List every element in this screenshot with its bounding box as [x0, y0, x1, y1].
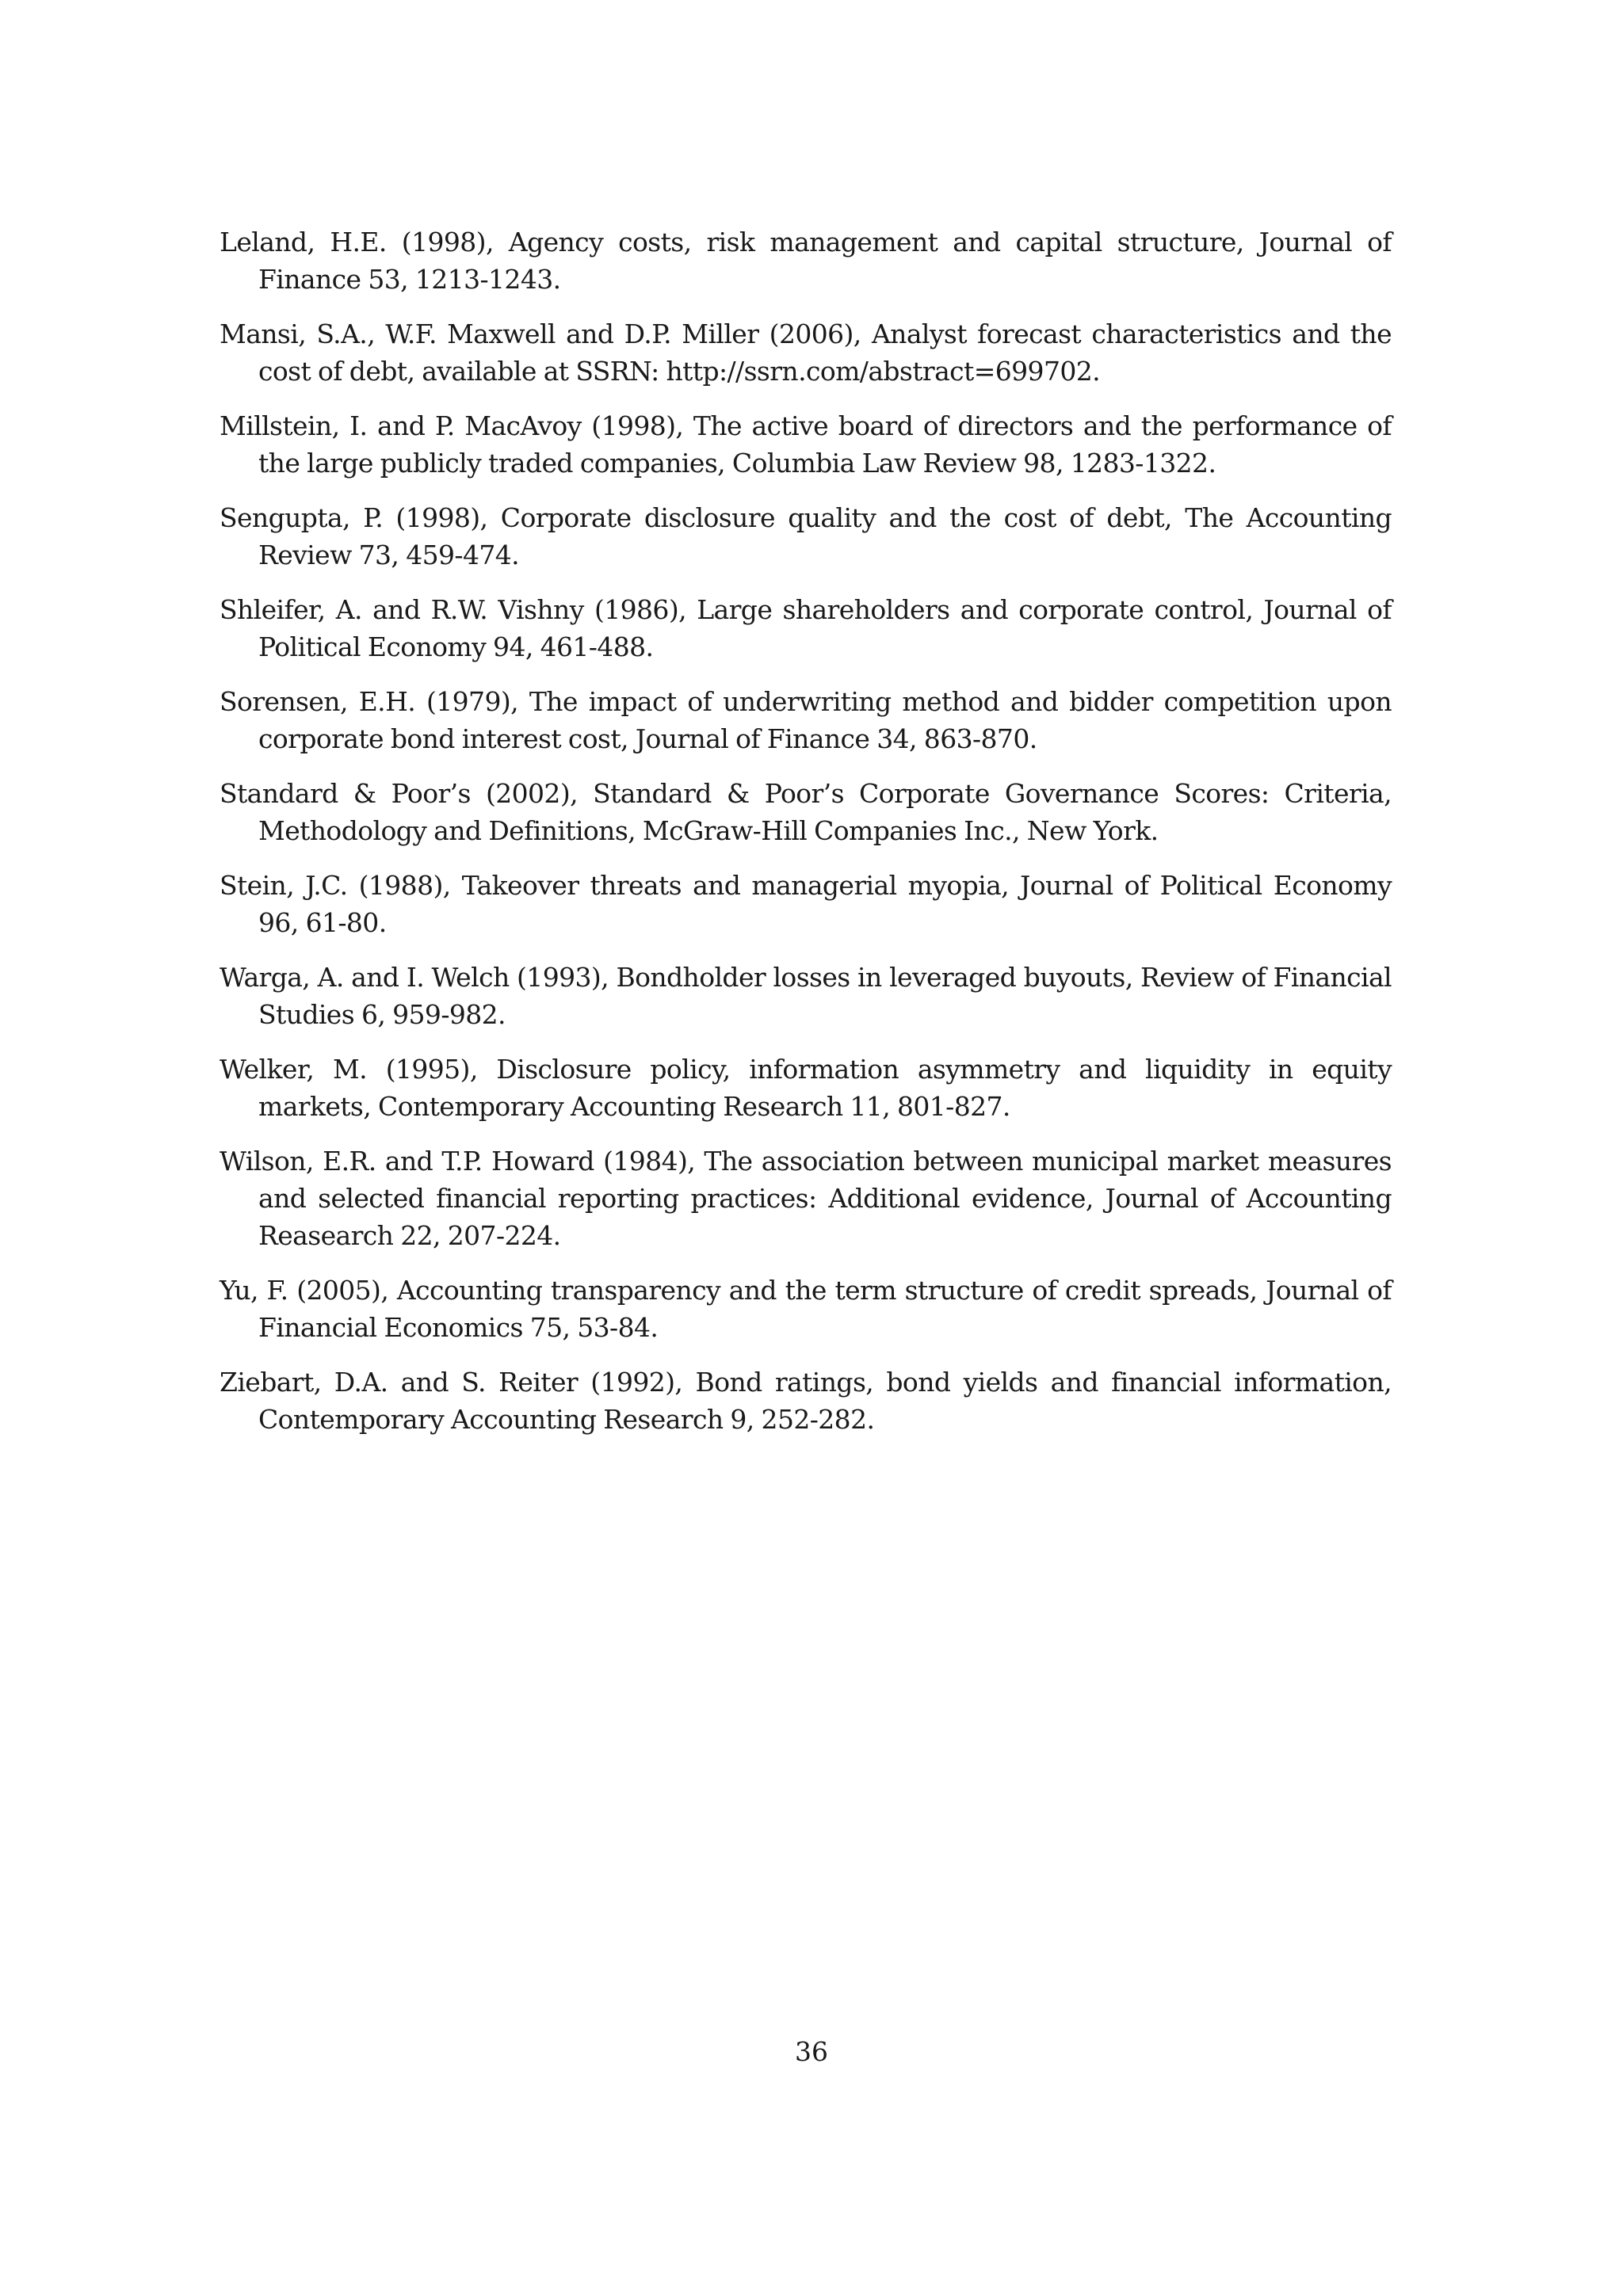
reference-entry: Yu, F. (2005), Accounting transparency and the term structure of credit spreads, Journal of Financial Economics 75, 53-84.: [220, 1275, 1392, 1343]
page-number: 36: [795, 2036, 828, 2067]
reference-entry: Shleifer, A. and R.W. Vishny (1986), Large shareholders and corporate control, Journal of Political Economy 94, 461-488.: [220, 594, 1392, 662]
reference-entry: Stein, J.C. (1988), Takeover threats and managerial myopia, Journal of Political Economy 96, 61-80.: [220, 870, 1392, 938]
reference-entry: Sorensen, E.H. (1979), The impact of underwriting method and bidder competition upon corporate bond interest cost, Journal of Finance 34, 863-870.: [220, 686, 1392, 754]
reference-entry: Sengupta, P. (1998), Corporate disclosure quality and the cost of debt, The Accounting Review 73, 459-474.: [220, 502, 1392, 570]
reference-entry: Ziebart, D.A. and S. Reiter (1992), Bond ratings, bond yields and financial information, Contemporary Accounting Research 9, 252-282.: [220, 1367, 1392, 1435]
reference-entry: Millstein, I. and P. MacAvoy (1998), The active board of directors and the performance of the large publicly traded companies, Columbia Law Review 98, 1283-1322.: [220, 410, 1392, 479]
reference-entry: Warga, A. and I. Welch (1993), Bondholder losses in leveraged buyouts, Review of Financial Studies 6, 959-982.: [220, 962, 1392, 1030]
reference-entry: Leland, H.E. (1998), Agency costs, risk management and capital structure, Journal of Finance 53, 1213-1243.: [220, 227, 1392, 295]
reference-entry: Wilson, E.R. and T.P. Howard (1984), The association between municipal market measures and selected financial reporting practices: Additional evidence, Journal of Accounting Reasearch 22, 207-224.: [220, 1146, 1392, 1251]
reference-entry: Welker, M. (1995), Disclosure policy, information asymmetry and liquidity in equity markets, Contemporary Accounting Research 11, 801-827.: [220, 1054, 1392, 1122]
reference-entry: Mansi, S.A., W.F. Maxwell and D.P. Miller (2006), Analyst forecast characteristics and the cost of debt, available at SSRN: http://ssrn.com/abstract=699702.: [220, 318, 1392, 387]
reference-entry: Standard & Poor’s (2002), Standard & Poor’s Corporate Governance Scores: Criteria, Methodology and Definitions, McGraw-Hill Companies Inc., New York.: [220, 778, 1392, 846]
reference-list: [220, 223, 1392, 1455]
